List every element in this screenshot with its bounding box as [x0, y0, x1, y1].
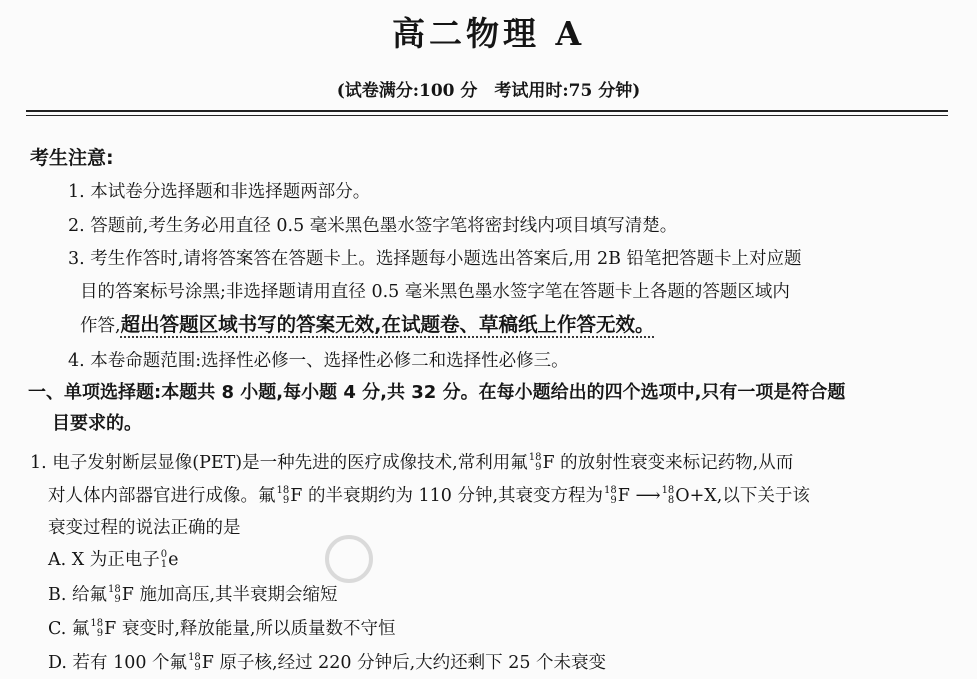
section-heading-line-2: 目要求的。 — [52, 413, 142, 434]
question-1-line-2 — [48, 482, 810, 507]
q1-text: F ⟶ — [617, 486, 661, 506]
notice-item-1: 1. 本试卷分选择题和非选择题两部分。 — [68, 182, 371, 202]
notice-item-2: 2. 答题前,考生务必用直径 0.5 毫米黑色墨水签字笔将密封线内项目填写清楚。 — [68, 216, 678, 236]
option-b-text: F 施加高压,其半衰期会缩短 — [121, 585, 338, 605]
q1-text: F 的放射性衰变来标记药物,从而 — [542, 453, 794, 473]
isotope-f18: 18 9 — [528, 452, 542, 473]
isotope-positron: 0 1 — [160, 549, 168, 570]
q1-text: 对人体内部器官进行成像。氟 — [48, 486, 276, 506]
isotope-o18: 18 8 — [661, 485, 675, 506]
option-a — [48, 546, 179, 571]
page-title: 高二物理 A — [391, 14, 586, 53]
wechat-watermark-icon — [325, 535, 373, 583]
option-b — [48, 581, 338, 606]
option-a-text: e — [168, 550, 179, 570]
isotope-f18: 18 9 — [90, 618, 104, 639]
option-c — [48, 615, 395, 640]
exam-meta: (试卷满分:100 分 考试用时:75 分钟) — [336, 81, 641, 101]
notice-item-3-line-2: 目的答案标号涂黑;非选择题请用直径 0.5 毫米黑色墨水签字笔在答题卡上各题的答题区域内 — [80, 282, 790, 302]
notice-item-4: 4. 本卷命题范围:选择性必修一、选择性必修二和选择性必修三。 — [68, 351, 569, 371]
isotope-f18: 18 9 — [604, 485, 617, 506]
q1-text: F 的半衰期约为 110 分钟,其衰变方程为 — [290, 486, 604, 506]
option-b-text: B. 给氟 — [48, 585, 107, 605]
q1-text: O+X,以下关于该 — [675, 486, 810, 506]
option-d-text: F 原子核,经过 220 分钟后,大约还剩下 25 个未衰变 — [201, 653, 607, 673]
isotope-f18: 18 9 — [188, 652, 201, 673]
question-1-line-3: 衰变过程的说法正确的是 — [48, 518, 241, 538]
option-c-text: F 衰变时,释放能量,所以质量数不守恒 — [104, 619, 396, 639]
isotope-f18: 18 9 — [276, 485, 290, 506]
question-1-line-1 — [30, 449, 793, 474]
notice-item-3-line-1: 3. 考生作答时,请将答案答在答题卡上。选择题每小题选出答案后,用 2B 铅笔把答题卡上对应题 — [68, 249, 802, 269]
option-a-text: A. X 为正电子 — [48, 550, 160, 570]
notice-item-3-prefix: 作答, — [80, 316, 121, 336]
header-rule-bottom — [26, 115, 948, 116]
notice-item-3-emphasis: 超出答题区域书写的答案无效,在试题卷、草稿纸上作答无效。 — [120, 313, 655, 336]
header-rule-top — [26, 110, 948, 112]
section-heading-line-1: 一、单项选择题:本题共 8 小题,每小题 4 分,共 32 分。在每小题给出的四个选项中,只有一项是符合题 — [28, 382, 846, 403]
notice-heading: 考生注意: — [30, 147, 114, 169]
isotope-f18: 18 9 — [108, 584, 121, 605]
q1-text: 1. 电子发射断层显像(PET)是一种先进的医疗成像技术,常利用氟 — [30, 453, 528, 473]
option-d-text: D. 若有 100 个氟 — [48, 653, 188, 673]
option-d — [48, 649, 606, 674]
option-c-text: C. 氟 — [48, 619, 90, 639]
notice-item-3-line-3 — [80, 309, 655, 337]
